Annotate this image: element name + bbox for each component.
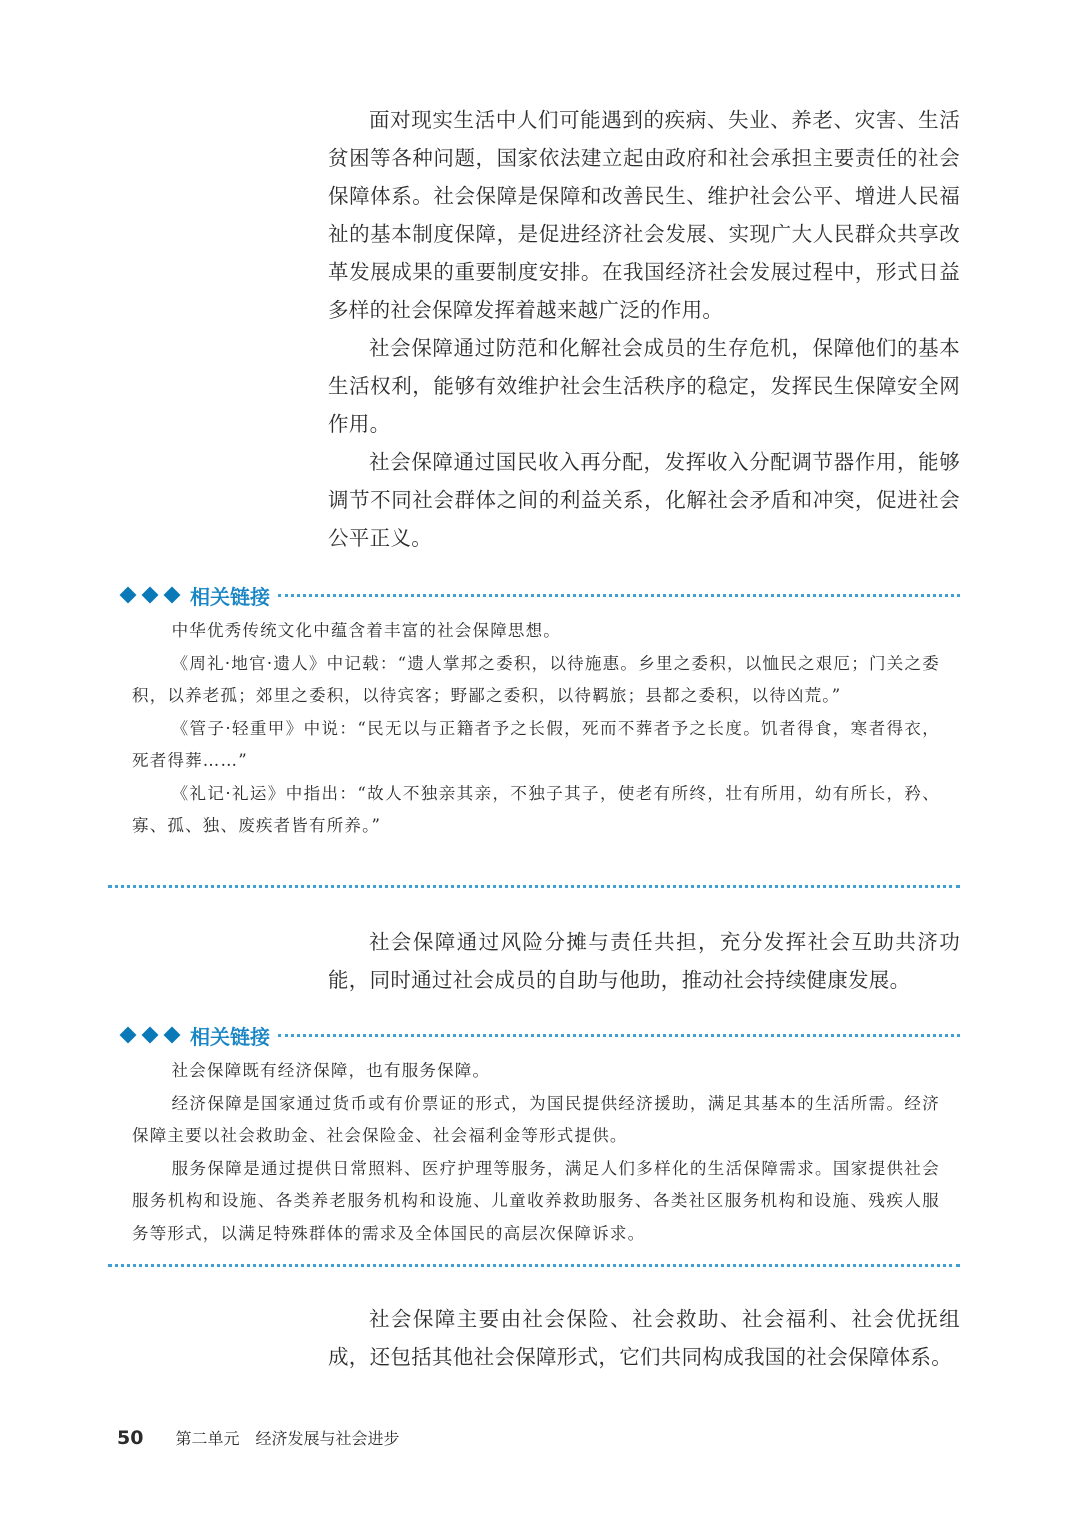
related-link-title: 相关链接: [190, 584, 270, 609]
body-section-2: [328, 923, 960, 999]
link-paragraph: 服务保障是通过提供日常照料、医疗护理等服务，满足人们多样化的生活保障需求。国家提供社会服务机构和设施、各类养老服务机构和设施、儿童收养救助服务、各类社区服务机构和设施、残疾人服务等形式，以满足特殊群体的需求及全体国民的高层次保障诉求。: [132, 1158, 940, 1243]
body-paragraph: 社会保障通过防范和化解社会成员的生存危机，保障他们的基本生活权利，能够有效维护社会生活秩序的稳定，发挥民生保障安全网作用。: [328, 336, 960, 436]
related-link-body-2: [132, 1055, 940, 1250]
body-paragraph: 社会保障通过风险分摊与责任共担，充分发挥社会互助共济功能，同时通过社会成员的自助与他助，推动社会持续健康发展。: [328, 930, 960, 992]
unit-label: 第二单元: [175, 1429, 240, 1448]
dotted-divider: [278, 1034, 960, 1037]
page-number: 50: [117, 1427, 144, 1449]
body-section-1: [328, 101, 960, 557]
page-footer: [117, 1426, 399, 1449]
diamond-bullets-icon: [120, 1029, 180, 1041]
related-link-title: 相关链接: [190, 1024, 270, 1049]
related-link-header-1: [120, 580, 960, 610]
chapter-label: 经济发展与社会进步: [255, 1429, 400, 1448]
related-link-header-2: [120, 1020, 960, 1050]
related-link-body-1: [132, 615, 940, 843]
link-paragraph: 中华优秀传统文化中蕴含着丰富的社会保障思想。: [171, 621, 561, 640]
body-paragraph: 社会保障通过国民收入再分配，发挥收入分配调节器作用，能够调节不同社会群体之间的利益关系，化解社会矛盾和冲突，促进社会公平正义。: [328, 450, 960, 550]
link-paragraph: 《管子·轻重甲》中说：“民无以与正籍者予之长假，死而不葬者予之长度。饥者得食，寒者得衣，死者得葬……”: [132, 718, 940, 770]
body-section-3: [328, 1300, 960, 1376]
link-paragraph: 《礼记·礼运》中指出：“故人不独亲其亲，不独子其子，使老有所终，壮有所用，幼有所长，矜、寡、孤、独、废疾者皆有所养。”: [132, 783, 940, 835]
link-paragraph: 社会保障既有经济保障，也有服务保障。: [171, 1061, 491, 1080]
link-paragraph: 经济保障是国家通过货币或有价票证的形式，为国民提供经济援助，满足其基本的生活所需。经济保障主要以社会救助金、社会保险金、社会福利金等形式提供。: [132, 1093, 940, 1145]
body-paragraph: 面对现实生活中人们可能遇到的疾病、失业、养老、灾害、生活贫困等各种问题，国家依法建立起由政府和社会承担主要责任的社会保障体系。社会保障是保障和改善民生、维护社会公平、增进人民福祉的基本制度保障，是促进经济社会发展、实现广大人民群众共享改革发展成果的重要制度安排。在我国经济社会发展过程中，形式日益多样的社会保障发挥着越来越广泛的作用。: [328, 108, 960, 322]
dotted-divider: [108, 1264, 960, 1267]
dotted-divider: [108, 885, 960, 888]
diamond-bullets-icon: [120, 589, 180, 601]
link-paragraph: 《周礼·地官·遗人》中记载：“遗人掌邦之委积，以待施惠。乡里之委积，以恤民之艰厄；门关之委积，以养老孤；郊里之委积，以待宾客；野鄙之委积，以待羁旅；县都之委积，以待凶荒。”: [132, 653, 940, 705]
dotted-divider: [278, 594, 960, 597]
body-paragraph: 社会保障主要由社会保险、社会救助、社会福利、社会优抚组成，还包括其他社会保障形式，它们共同构成我国的社会保障体系。: [328, 1307, 960, 1369]
